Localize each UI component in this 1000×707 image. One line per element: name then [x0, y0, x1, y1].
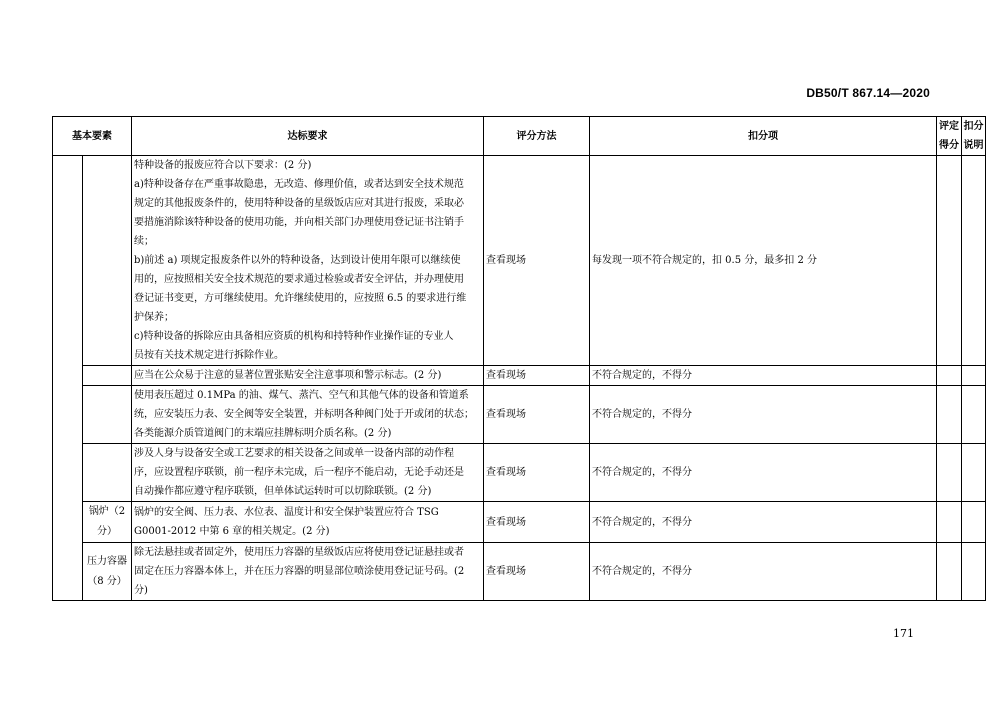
requirement-line: b)前述 a) 项规定报废条件以外的特种设备，达到设计使用年限可以继续使 — [134, 255, 461, 266]
deduction-cell: 不符合规定的，不得分 — [590, 366, 937, 386]
requirement-line: 分) — [134, 585, 148, 596]
subcategory-cell — [83, 444, 132, 502]
page-number: 171 — [893, 627, 914, 640]
table-row — [53, 543, 986, 601]
subcategory-line: （8 分） — [87, 575, 127, 587]
table-row — [53, 366, 986, 386]
header-evaluated-score — [937, 117, 962, 156]
requirement-line: 自动操作都应遵守程序联锁，但单体试运转时可以切除联锁。(2 分) — [134, 486, 432, 497]
requirement-line: 特种设备的报废应符合以下要求：(2 分) — [134, 160, 312, 171]
evaluated-score-cell — [937, 386, 962, 444]
scoring-method-cell: 查看现场 — [484, 156, 590, 366]
deduction-cell: 不符合规定的，不得分 — [590, 386, 937, 444]
evaluated-score-cell — [937, 366, 962, 386]
table-row — [53, 156, 986, 366]
requirement-line: 护保养； — [134, 312, 174, 323]
requirement-line: 统，应安装压力表、安全阀等安全装置，并标明各种阀门处于开或闭的状态； — [134, 409, 474, 420]
requirement-line: G0001-2012 中第 6 章的相关规定。(2 分) — [134, 526, 330, 537]
requirement-line: 序，应设置程序联锁，前一程序未完成，后一程序不能启动，无论手动还是 — [134, 467, 464, 478]
subcategory-line: 压力容器 — [87, 555, 127, 567]
requirement-line: a)特种设备存在严重事故隐患，无改造、修理价值，或者达到安全技术规范 — [134, 179, 464, 190]
deduction-note-cell — [962, 543, 986, 601]
requirement-line: 固定在压力容器本体上，并在压力容器的明显部位喷涂使用登记证号码。(2 — [134, 566, 465, 577]
deduction-note-cell — [962, 502, 986, 543]
document-code: DB50/T 867.14—2020 — [806, 86, 930, 100]
subcategory-cell — [83, 156, 132, 366]
requirement-line: 使用表压超过 0.1MPa 的油、煤气、蒸汽、空气和其他气体的设备和管道系 — [134, 390, 469, 401]
deduction-cell: 每发现一项不符合规定的，扣 0.5 分，最多扣 2 分 — [590, 156, 937, 366]
requirement-line: 登记证书变更，方可继续使用。允许继续使用的，应按照 6.5 的要求进行维 — [134, 293, 467, 304]
requirement-line: 规定的其他报废条件的，使用特种设备的星级饭店应对其进行报废，采取必 — [134, 198, 464, 209]
evaluated-score-cell — [937, 502, 962, 543]
scoring-method-cell: 查看现场 — [484, 366, 590, 386]
scoring-table — [52, 116, 986, 601]
header-note-line1: 扣分 — [963, 121, 984, 132]
subcategory-cell — [83, 366, 132, 386]
requirement-line: c)特种设备的拆除应由具备相应资质的机构和持特种作业操作证的专业人 — [134, 331, 454, 342]
header-basic-element: 基本要素 — [53, 117, 132, 156]
deduction-note-cell — [962, 444, 986, 502]
requirement-cell — [132, 156, 484, 366]
table-row — [53, 444, 986, 502]
subcategory-cell — [83, 543, 132, 601]
requirement-line: 员按有关技术规定进行拆除作业。 — [134, 350, 284, 361]
requirement-line: 续； — [134, 236, 154, 247]
deduction-note-cell — [962, 386, 986, 444]
header-score-line2: 得分 — [939, 140, 959, 151]
header-deduction-item: 扣分项 — [590, 117, 937, 156]
requirement-cell — [132, 366, 484, 386]
requirement-line: 要措施消除该特种设备的使用功能，并向相关部门办理使用登记证书注销手 — [134, 217, 464, 228]
table-body — [53, 156, 986, 601]
deduction-note-cell — [962, 366, 986, 386]
scoring-method-cell: 查看现场 — [484, 386, 590, 444]
deduction-note-cell — [962, 156, 986, 366]
header-score-line1: 评定 — [939, 121, 959, 132]
requirement-cell — [132, 543, 484, 601]
requirement-line: 涉及人身与设备安全或工艺要求的相关设备之间或单一设备内部的动作程 — [134, 448, 454, 459]
requirement-line: 应当在公众易于注意的显著位置张贴安全注意事项和警示标志。(2 分) — [134, 370, 442, 381]
table-header-row — [53, 117, 986, 156]
header-requirement: 达标要求 — [132, 117, 484, 156]
deduction-cell: 不符合规定的，不得分 — [590, 444, 937, 502]
subcategory-line: 分） — [97, 526, 117, 537]
requirement-cell — [132, 386, 484, 444]
requirement-line: 用的，应按照相关安全技术规范的要求通过检验或者安全评估，并办理使用 — [134, 274, 464, 285]
scoring-method-cell: 查看现场 — [484, 502, 590, 543]
table-row — [53, 502, 986, 543]
header-note-line2: 说明 — [963, 140, 984, 151]
subcategory-cell — [83, 386, 132, 444]
category-outer-cell — [53, 156, 83, 601]
header-deduction-note — [962, 117, 986, 156]
requirement-line: 锅炉的安全阀、压力表、水位表、温度计和安全保护装置应符合 TSG — [134, 507, 439, 518]
header-scoring-method: 评分方法 — [484, 117, 590, 156]
requirement-cell — [132, 502, 484, 543]
evaluated-score-cell — [937, 543, 962, 601]
scoring-method-cell: 查看现场 — [484, 444, 590, 502]
requirement-cell — [132, 444, 484, 502]
deduction-cell: 不符合规定的，不得分 — [590, 502, 937, 543]
evaluated-score-cell — [937, 156, 962, 366]
requirement-line: 除无法悬挂或者固定外，使用压力容器的星级饭店应将使用登记证悬挂或者 — [134, 547, 464, 558]
subcategory-line: 锅炉（2 — [88, 506, 126, 517]
scoring-method-cell: 查看现场 — [484, 543, 590, 601]
deduction-cell: 不符合规定的，不得分 — [590, 543, 937, 601]
subcategory-cell — [83, 502, 132, 543]
requirement-line: 各类能源介质管道阀门的末端应挂牌标明介质名称。(2 分) — [134, 428, 392, 439]
evaluated-score-cell — [937, 444, 962, 502]
table-row — [53, 386, 986, 444]
